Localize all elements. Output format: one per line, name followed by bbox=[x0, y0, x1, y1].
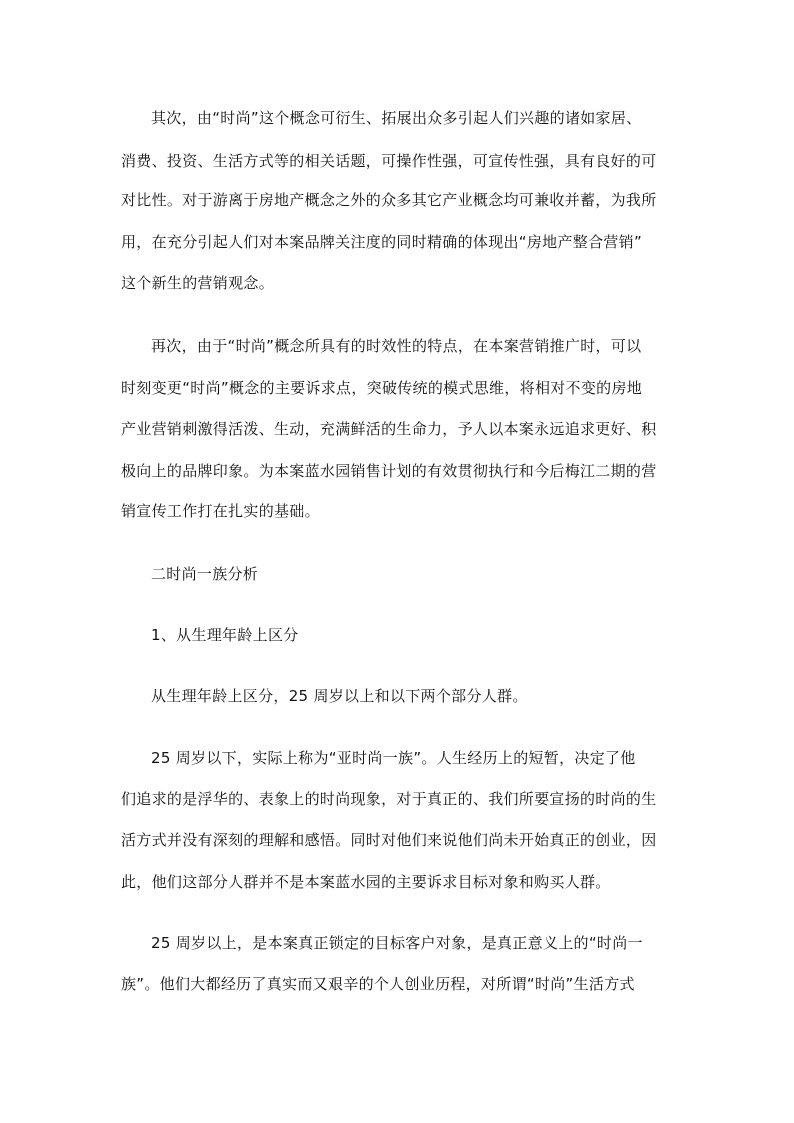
paragraph-1-line-3: 对比性。对于游离于房地产概念之外的众多其它产业概念均可兼收并蓄，为我所 bbox=[121, 191, 657, 209]
paragraph-2-line-3: 产业营销刺激得活泼、生动，充满鲜活的生命力，予人以本案永远追求更好、积 bbox=[121, 420, 657, 438]
paragraph-2-line-1: 再次，由于“时尚”概念所具有的时效性的特点，在本案营销推广时，可以 bbox=[151, 337, 642, 355]
paragraph-2-line-5: 销宣传工作打在扎实的基础。 bbox=[121, 502, 320, 520]
paragraph-1-line-1: 其次，由“时尚”这个概念可衍生、拓展出众多引起人们兴趣的诸如家居、 bbox=[151, 109, 642, 127]
paragraph-2-line-2: 时刻变更“时尚”概念的主要诉求点，突破传统的模式思维，将相对不变的房地 bbox=[121, 379, 643, 397]
subsection-heading: 1、从生理年龄上区分 bbox=[151, 626, 299, 644]
paragraph-5-line-1: 25 周岁以上，是本案真正锁定的目标客户对象，是真正意义上的“时尚一 bbox=[151, 934, 643, 952]
paragraph-2-line-4: 极向上的品牌印象。为本案蓝水园销售计划的有效贯彻执行和今后梅江二期的营 bbox=[121, 462, 657, 480]
paragraph-3-line-1: 从生理年龄上区分，25 周岁以上和以下两个部分人群。 bbox=[151, 687, 528, 705]
paragraph-1-line-2: 消费、投资、生活方式等的相关话题，可操作性强，可宣传性强，具有良好的可 bbox=[121, 152, 657, 170]
paragraph-1-line-5: 这个新生的营销观念。 bbox=[121, 274, 275, 292]
paragraph-4-line-4: 此，他们这部分人群并不是本案蓝水园的主要诉求目标对象和购买人群。 bbox=[121, 873, 611, 891]
paragraph-4-line-1: 25 周岁以下，实际上称为“亚时尚一族”。人生经历上的短暂，决定了他 bbox=[151, 749, 636, 767]
paragraph-5-line-2: 族”。他们大都经历了真实而又艰辛的个人创业历程，对所谓“时尚”生活方式 bbox=[121, 975, 635, 993]
paragraph-4-line-2: 们追求的是浮华的、表象上的时尚现象，对于真正的、我们所要宣扬的时尚的生 bbox=[121, 790, 657, 808]
paragraph-4-line-3: 活方式并没有深刻的理解和感悟。同时对他们来说他们尚未开始真正的创业，因 bbox=[121, 831, 657, 849]
paragraph-1-line-4: 用，在充分引起人们对本案品牌关注度的同时精确的体现出“房地产整合营销” bbox=[121, 233, 643, 251]
section-heading: 二时尚一族分析 bbox=[151, 565, 259, 583]
